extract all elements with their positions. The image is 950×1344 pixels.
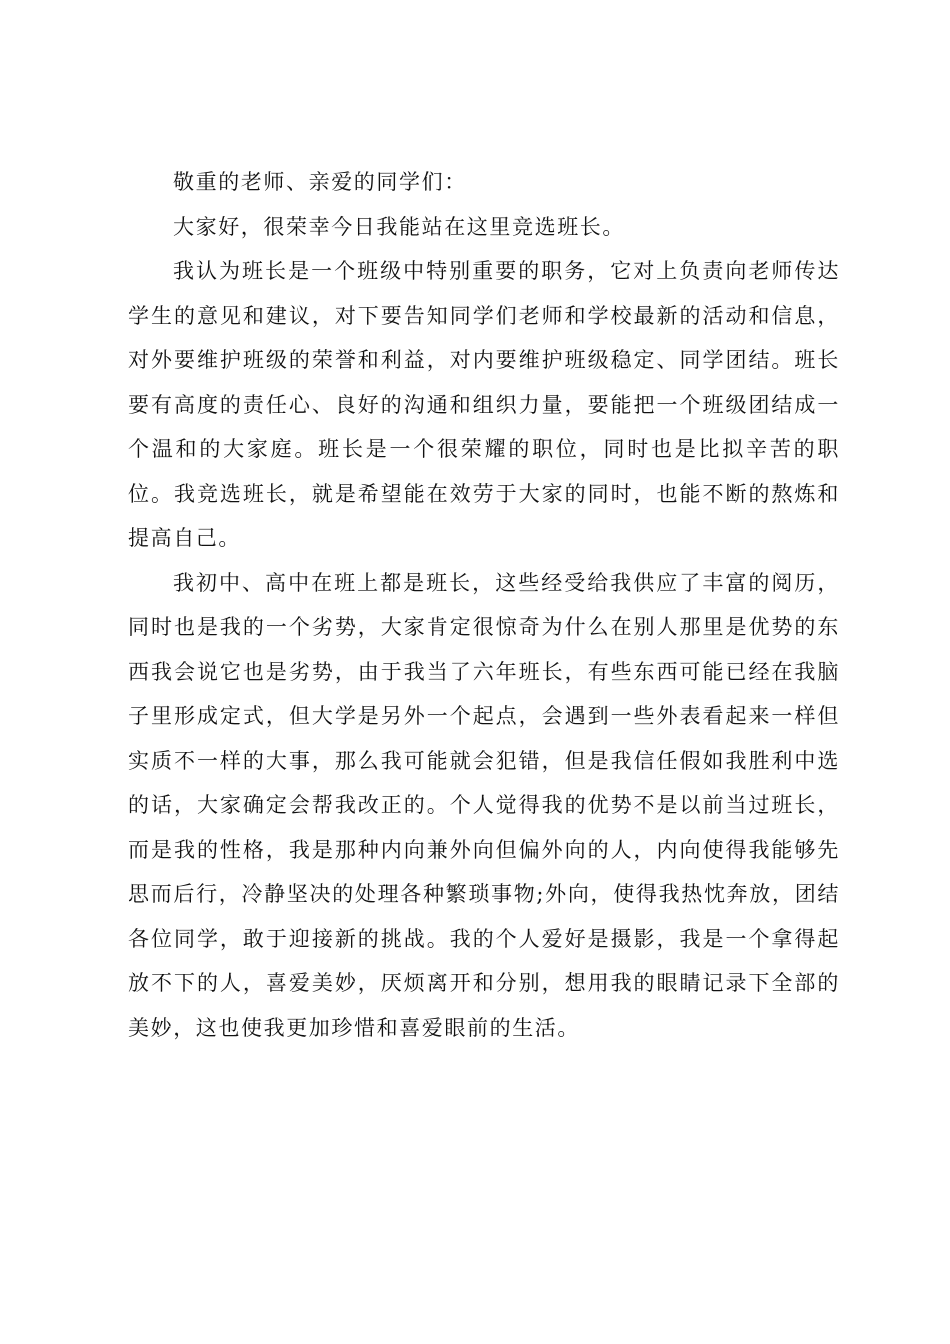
greeting: 大家好，很荣幸今日我能站在这里竞选班长。 <box>173 214 625 239</box>
paragraph-experience-and-personality: 我初中、高中在班上都是班长，这些经受给我供应了丰富的阅历，同时也是我的一个劣势，大家肯定很惊奇为什么在别人那里是优势的东西我会说它也是劣势，由于我当了六年班长，有些东西可能已经在我脑子里形成定式，但大学是另外一个起点，会遇到一些外表看起来一样但实质不一样的大事，那么我可能就会犯错，但是我信任假如我胜利中选的话，大家确定会帮我改正的。个人觉得我的优势不是以前当过班长，而是我的性格，我是那种内向兼外向但偏外向的人，内向使得我能够先思而后行，冷静坚决的处理各种繁琐事物;外向，使得我热忱奔放，团结各位同学，敢于迎接新的挑战。我的个人爱好是摄影，我是一个拿得起放不下的人，喜爱美妙，厌烦离开和分别，想用我的眼睛记录下全部的美妙，这也使我更加珍惜和喜爱眼前的生活。 <box>128 570 840 1040</box>
paragraph-role-of-monitor: 我认为班长是一个班级中特别重要的职务，它对上负责向老师传达学生的意见和建议，对下要告知同学们老师和学校最新的活动和信息，对外要维护班级的荣誉和利益，对内要维护班级稳定、同学团结。班长要有高度的责任心、良好的沟通和组织力量，要能把一个班级团结成一个温和的大家庭。班长是一个很荣耀的职位，同时也是比拟辛苦的职位。我竞选班长，就是希望能在效劳于大家的同时，也能不断的熬炼和提高自己。 <box>128 259 840 550</box>
salutation: 敬重的老师、亲爱的同学们： <box>173 170 467 194</box>
speech-body <box>128 160 840 1050</box>
